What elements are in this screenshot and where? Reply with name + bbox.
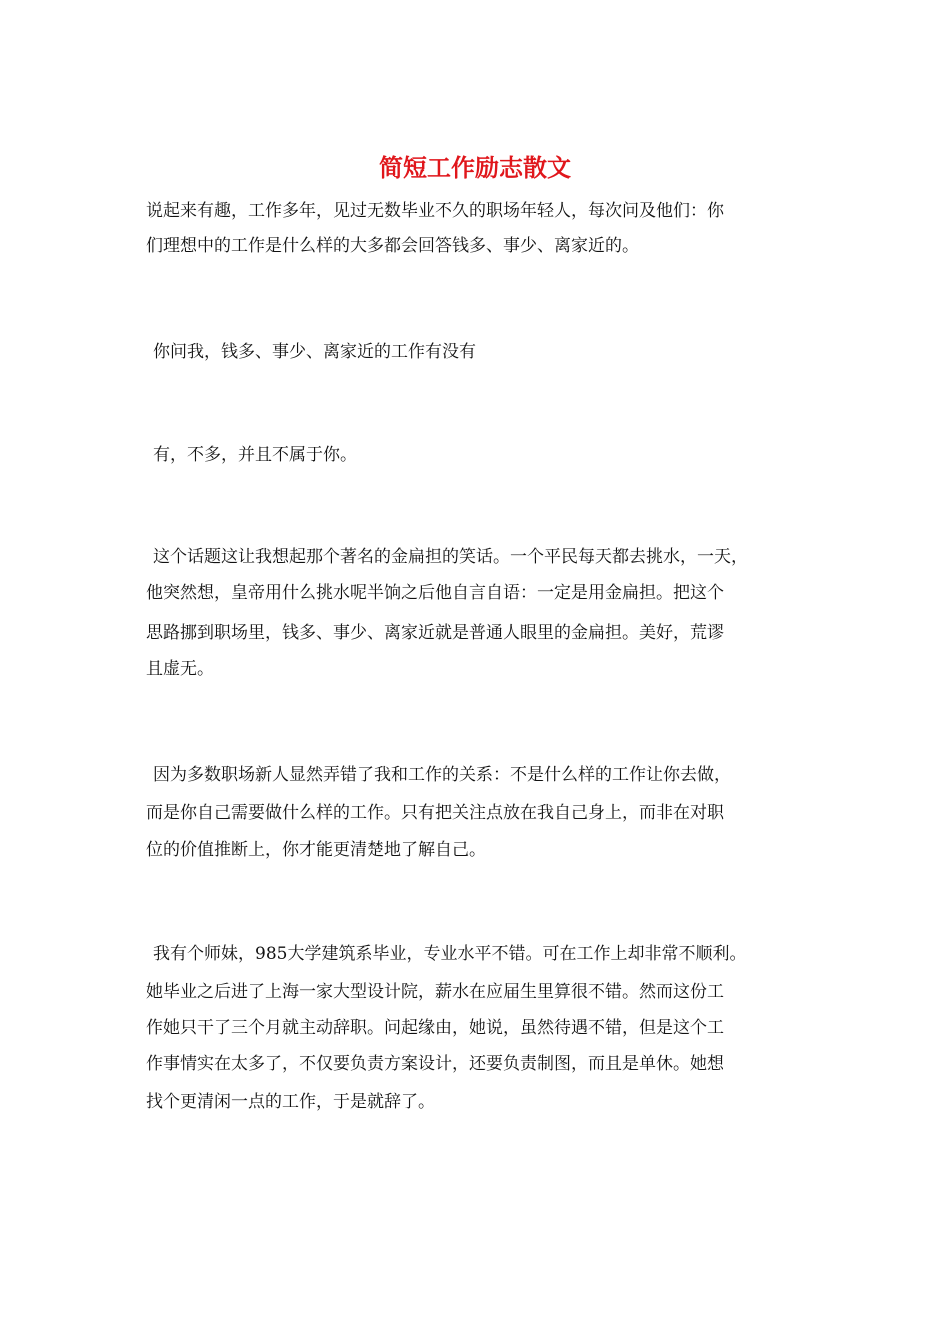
paragraph-6-line-3: 作她只干了三个月就主动辞职。问起缘由，她说，虽然待遇不错，但是这个工 (146, 1018, 724, 1038)
paragraph-4-line-4: 且虚无。 (146, 659, 214, 679)
paragraph-5-line-3: 位的价值推断上，你才能更清楚地了解自己。 (146, 840, 486, 860)
paragraph-6-line-4: 作事情实在太多了，不仅要负责方案设计，还要负责制图，而且是单休。她想 (146, 1054, 724, 1074)
document-title: 简短工作励志散文 (379, 153, 571, 182)
paragraph-4-line-1: 这个话题这让我想起那个著名的金扁担的笑话。一个平民每天都去挑水，一天， (153, 547, 748, 567)
paragraph-4-line-3: 思路挪到职场里，钱多、事少、离家近就是普通人眼里的金扁担。美好，荒谬 (146, 623, 724, 643)
paragraph-5-line-2: 而是你自己需要做什么样的工作。只有把关注点放在我自己身上，而非在对职 (146, 803, 724, 823)
paragraph-6-line-2: 她毕业之后进了上海一家大型设计院，薪水在应届生里算很不错。然而这份工 (146, 982, 724, 1002)
paragraph-3-line-1: 有，不多，并且不属于你。 (153, 445, 357, 465)
paragraph-5-line-1: 因为多数职场新人显然弄错了我和工作的关系：不是什么样的工作让你去做， (153, 765, 731, 785)
paragraph-1-line-1: 说起来有趣，工作多年，见过无数毕业不久的职场年轻人，每次问及他们：你 (146, 201, 724, 221)
paragraph-6-line-5: 找个更清闲一点的工作，于是就辞了。 (146, 1092, 435, 1112)
paragraph-1-line-2: 们理想中的工作是什么样的大多都会回答钱多、事少、离家近的。 (146, 236, 639, 256)
paragraph-2-line-1: 你问我，钱多、事少、离家近的工作有没有 (153, 342, 476, 362)
paragraph-4-line-2: 他突然想，皇帝用什么挑水呢半饷之后他自言自语：一定是用金扁担。把这个 (146, 583, 724, 603)
paragraph-6-line-1: 我有个师妹，985大学建筑系毕业，专业水平不错。可在工作上却非常不顺利。 (153, 944, 747, 964)
